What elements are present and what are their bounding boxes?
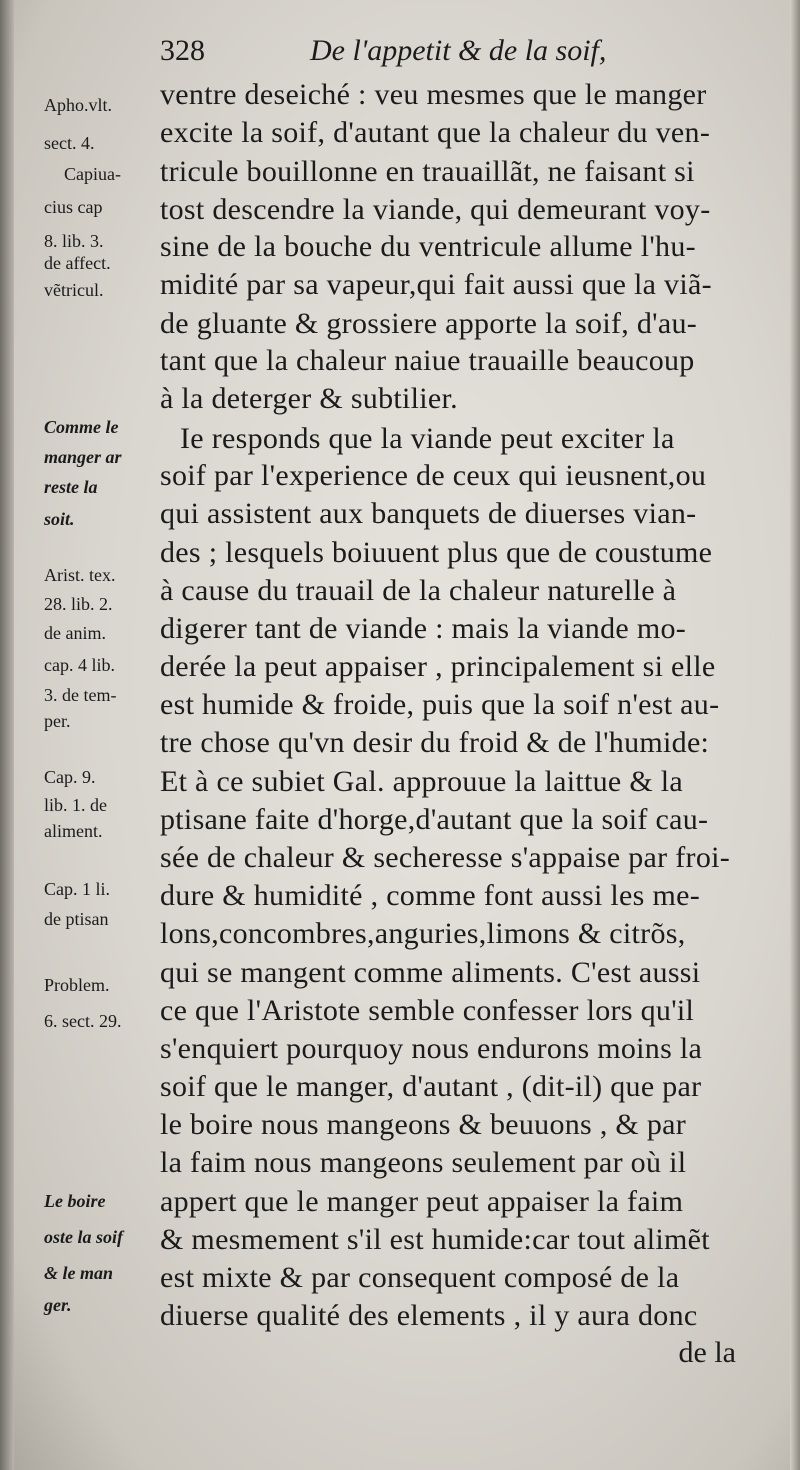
body-line: dure & humidité , comme font aussi les me-	[160, 879, 700, 912]
margin-note: aliment.	[44, 821, 103, 841]
margin-note: cap. 4 lib.	[44, 655, 115, 675]
body-line: sée de chaleur & secheresse s'appaise par froi-	[160, 841, 731, 874]
body-line: tant que la chaleur naiue trauaille beaucoup	[160, 344, 695, 377]
margin-note: reste la	[44, 477, 98, 497]
body-line: lons,concombres,anguries,limons & citrõs,	[160, 917, 686, 950]
margin-note: lib. 1. de	[44, 795, 107, 815]
body-line: à cause du trauail de la chaleur naturelle à	[160, 574, 677, 607]
body-line: la faim nous mangeons seulement par où il	[160, 1146, 687, 1179]
margin-note: Cap. 9.	[44, 767, 96, 787]
margin-note: 3. de tem-	[44, 685, 117, 705]
margin-note: & le man	[44, 1263, 114, 1283]
margin-note: Arist. tex.	[44, 565, 116, 585]
margin-note: sect. 4.	[44, 133, 95, 153]
margin-note: Capiua-	[64, 164, 121, 184]
body-line: Et à ce subiet Gal. approuue la laittue & la	[160, 765, 684, 798]
body-line: ce que l'Aristote semble confesser lors qu'il	[160, 994, 695, 1027]
body-line: appert que le manger peut appaiser la faim	[160, 1185, 684, 1218]
body-line: tre chose qu'vn desir du froid & de l'humide:	[160, 726, 710, 759]
margin-note: Apho.vlt.	[44, 95, 113, 115]
body-line: le boire nous mangeons & beuuons , & par	[160, 1108, 687, 1141]
page-header	[160, 30, 780, 70]
body-line: diuerse qualité des elements , il y aura donc	[160, 1299, 698, 1332]
body-line: & mesmement s'il est humide:car tout alimẽt	[160, 1223, 710, 1256]
body-line: est humide & froide, puis que la soif n'est au-	[160, 688, 720, 721]
margin-note: 8. lib. 3.	[44, 231, 104, 251]
body-line: derée la peut appaiser , principalement si elle	[160, 650, 716, 683]
margin-note: 28. lib. 2.	[44, 594, 113, 614]
margin-note: Problem.	[44, 975, 110, 995]
margin-note: manger ar	[44, 447, 122, 467]
margin-note: Le boire	[44, 1191, 106, 1211]
body-line: qui assistent aux banquets de diuerses vian-	[160, 497, 697, 530]
margin-note: Comme le	[44, 417, 119, 437]
margin-note: per.	[44, 711, 71, 731]
body-line: tost descendre la viande, qui demeurant voy-	[160, 193, 711, 226]
body-line: est mixte & par consequent composé de la	[160, 1261, 680, 1294]
body-line: de gluante & grossiere apporte la soif, d'au-	[160, 307, 698, 340]
body-line: qui se mangent comme aliments. C'est aussi	[160, 956, 701, 989]
page-edge-shadow	[790, 0, 800, 1470]
margin-note: vẽtricul.	[44, 280, 104, 300]
running-title: De l'appetit & de la soif,	[310, 34, 607, 67]
margin-note: 6. sect. 29.	[44, 1011, 122, 1031]
page-binding-shadow	[0, 0, 14, 1470]
body-line: tricule bouillonne en trauaillãt, ne faisant si	[160, 155, 695, 188]
page-number: 328	[160, 34, 205, 67]
body-line: ptisane faite d'horge,d'autant que la soif cau-	[160, 803, 709, 836]
body-line: sine de la bouche du ventricule allume l'hu-	[160, 230, 696, 263]
body-line: ventre deseiché : veu mesmes que le manger	[160, 78, 707, 111]
body-line: digerer tant de viande : mais la viande mo-	[160, 612, 687, 645]
body-line: s'enquiert pourquoy nous endurons moins la	[160, 1032, 703, 1065]
margin-note: de ptisan	[44, 909, 109, 929]
margin-note: ger.	[44, 1295, 72, 1315]
body-line: soif par l'experience de ceux qui ieusnent,ou	[160, 459, 707, 492]
margin-note: de anim.	[44, 623, 106, 643]
margin-note: soit.	[44, 509, 75, 529]
margin-note: Cap. 1 li.	[44, 879, 110, 899]
margin-note: cius cap	[44, 197, 103, 217]
margin-note: oste la soif	[44, 1227, 123, 1247]
body-line: des ; lesquels boiuuent plus que de coustume	[160, 536, 713, 569]
body-line: midité par sa vapeur,qui fait aussi que la viã-	[160, 268, 712, 301]
body-line: à la deterger & subtilier.	[160, 382, 458, 415]
body-line: soif que le manger, d'autant , (dit-il) que par	[160, 1070, 702, 1103]
body-line: excite la soif, d'autant que la chaleur du ven-	[160, 116, 711, 149]
catchword: de la	[678, 1336, 736, 1369]
margin-note: de affect.	[44, 253, 111, 273]
body-line: Ie responds que la viande peut exciter la	[180, 422, 675, 455]
